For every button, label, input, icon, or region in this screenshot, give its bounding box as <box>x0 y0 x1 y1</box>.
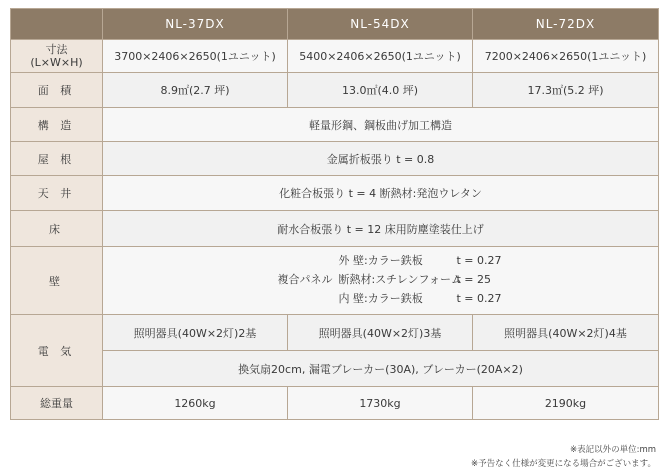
roof-row <box>11 142 659 176</box>
wall-line-insulation <box>245 270 517 289</box>
ceiling-value: 化粧合板張り t = 4 断熱材:発泡ウレタン <box>103 176 659 211</box>
wall-label: 壁 <box>11 247 103 315</box>
area-value-3: 17.3㎡(5.2 坪) <box>473 73 659 108</box>
dimension-value-2: 5400×2406×2650(1ユニット) <box>288 40 473 73</box>
ceiling-row <box>11 176 659 211</box>
wall-insulation-thickness: t = 25 <box>456 272 492 286</box>
model-header-3: NL-72DX <box>473 9 659 40</box>
wall-line-inner <box>245 289 517 308</box>
floor-row <box>11 211 659 247</box>
roof-value: 金属折板張り t = 0.8 <box>103 142 659 176</box>
note-unit: ※表記以外の単位:mm <box>569 445 656 455</box>
dimension-label-line2: (L×W×H) <box>30 56 83 69</box>
note-spec-change: ※予告なく仕様が変更になる場合がございます。 <box>471 459 656 469</box>
header-row <box>11 9 659 40</box>
wall-inner-material: カラー鉄板 <box>367 291 423 305</box>
lighting-value-3: 照明器具(40W×2灯)4基 <box>473 315 659 351</box>
roof-label: 屋 根 <box>11 142 103 176</box>
wall-outer-thickness: t = 0.27 <box>456 253 502 267</box>
dimension-value-1: 3700×2406×2650(1ユニット) <box>103 40 288 73</box>
structure-value: 軽量形鋼、鋼板曲げ加工構造 <box>103 108 659 142</box>
area-label: 面 積 <box>11 73 103 108</box>
dimension-row <box>11 40 659 73</box>
wall-inner-part: 内 壁: <box>338 291 368 305</box>
model-header-2: NL-54DX <box>288 9 473 40</box>
ceiling-label: 天 井 <box>11 176 103 211</box>
weight-row <box>11 387 659 420</box>
model-header-1: NL-37DX <box>103 9 288 40</box>
wall-outer-part: 外 壁: <box>338 253 368 267</box>
dimension-value-3: 7200×2406×2650(1ユニット) <box>473 40 659 73</box>
electric-common-value: 換気扇20cm, 漏電ブレーカー(30A), ブレーカー(20A×2) <box>103 351 659 387</box>
dimension-label <box>11 40 103 73</box>
weight-label: 総重量 <box>11 387 103 420</box>
lighting-value-2: 照明器具(40W×2灯)3基 <box>288 315 473 351</box>
electric-row-common <box>11 351 659 387</box>
floor-value: 耐水合板張り t = 12 床用防塵塗装仕上げ <box>103 211 659 247</box>
spec-table <box>10 8 659 420</box>
weight-value-3: 2190kg <box>473 387 659 420</box>
area-value-2: 13.0㎡(4.0 坪) <box>288 73 473 108</box>
wall-row <box>11 247 659 315</box>
area-value-1: 8.9㎡(2.7 坪) <box>103 73 288 108</box>
wall-insulation-part: 断熱材: <box>338 272 376 286</box>
wall-line-outer <box>245 251 517 270</box>
wall-value <box>103 247 659 315</box>
floor-label: 床 <box>11 211 103 247</box>
wall-spec-block <box>245 251 517 308</box>
wall-panel-label: 複合パネル <box>277 272 333 286</box>
lighting-value-1: 照明器具(40W×2灯)2基 <box>103 315 288 351</box>
wall-outer-material: カラー鉄板 <box>367 253 423 267</box>
dimension-label-line1: 寸法 <box>45 43 68 56</box>
weight-value-2: 1730kg <box>288 387 473 420</box>
weight-value-1: 1260kg <box>103 387 288 420</box>
electric-label: 電 気 <box>11 315 103 387</box>
structure-row <box>11 108 659 142</box>
electric-row-lighting <box>11 315 659 351</box>
wall-inner-thickness: t = 0.27 <box>456 291 502 305</box>
header-corner <box>11 9 103 40</box>
area-row <box>11 73 659 108</box>
structure-label: 構 造 <box>11 108 103 142</box>
wall-insulation-material: スチレンフォーム <box>375 272 462 286</box>
